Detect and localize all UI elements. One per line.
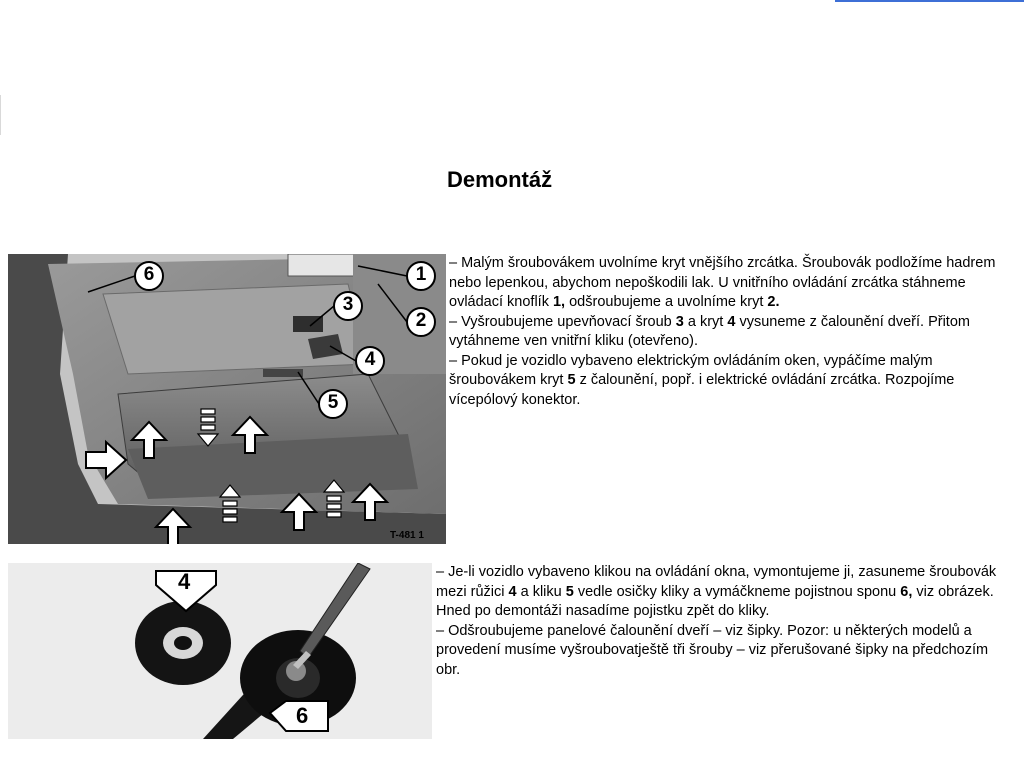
left-edge-mark [0, 95, 1, 135]
paragraph-electric-windows: – Pokud je vozidlo vybaveno elektrickým ovládáním oken, vypáčíme malým šroubovákem kryt 5 z čalounění, popř. i elektrické ovládání zrcátka. Rozpojíme vícepólový konektor. [449, 352, 955, 408]
callout-1: 1 [415, 264, 427, 285]
callout-3: 3 [342, 294, 354, 315]
paragraph-panel-removal: – Odšroubujeme panelové čalounění dveří – viz šipky. Pozor: u některých modelů a provedení musíme vyšroubovatještě tři šrouby – viz přerušované šipky na předchozím obr. [436, 622, 989, 678]
callout-5: 5 [327, 392, 339, 413]
paragraph-screw-cover: – Vyšroubujeme upevňovací šroub 3 a kryt 4 vysuneme z čalounění dveří. Přitom vytáhneme ven vnitřní kliku (otevřeno). [449, 313, 970, 349]
figure-code: T-481 1 [390, 530, 424, 541]
callout-4-crank: 4 [178, 569, 191, 594]
window-crank-figure [8, 563, 432, 739]
page-title: Demontáž [447, 167, 553, 192]
callout-2: 2 [415, 310, 427, 331]
instructions-block-2 [436, 563, 1011, 680]
instructions-block-1 [449, 254, 1009, 410]
callout-6-crank: 6 [296, 703, 309, 728]
callout-6: 6 [143, 264, 155, 285]
door-panel-figure [8, 254, 446, 544]
top-accent-rule [835, 0, 1024, 2]
paragraph-mirror-cover: – Malým šroubovákem uvolníme kryt vnějšího zrcátka. Šroubovák podložíme hadrem nebo lepenkou, abychom nepoškodili lak. U vnitřního ovládání zrcátka stáhneme ovládací knoflík 1, odšroubujeme a uvolníme kryt 2. [449, 255, 996, 310]
window-crank-illustration [8, 563, 432, 739]
door-panel-illustration [8, 254, 446, 544]
paragraph-window-crank: – Je-li vozidlo vybaveno klikou na ovládání okna, vymontujeme ji, zasuneme šroubovák mezi růžici 4 a kliku 5 vedle osičky kliky a vymáčkneme pojistnou sponu 6, viz obrázek. Hned po demontáži nasadíme pojistku zpět do kliky. [436, 564, 997, 619]
callout-4: 4 [364, 349, 376, 370]
